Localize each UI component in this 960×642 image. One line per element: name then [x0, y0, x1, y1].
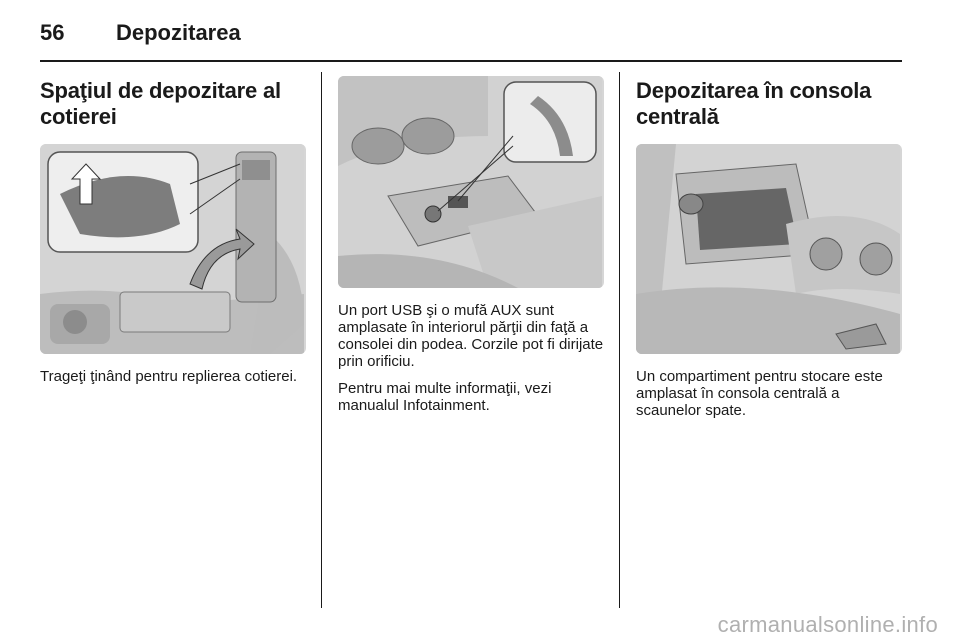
chapter-title: Depozitarea	[116, 20, 241, 45]
page-header	[40, 18, 902, 60]
instruction-text: Trageţi ţinând pentru replierea cotierei.	[40, 368, 298, 385]
page-number: 56	[40, 20, 65, 45]
section-heading: Depozitarea în consola centrală	[636, 78, 872, 129]
center-console-storage-illustration	[636, 144, 902, 354]
console-storage-description: Un compartiment pentru stocare este amplasat în consola centrală a scaunelor spate.	[636, 368, 883, 419]
armrest-storage-drawing	[40, 144, 304, 354]
usb-aux-drawing	[338, 76, 602, 288]
usb-aux-description: Un port USB şi o mufă AUX sunt amplasate în interiorul părţii din faţă a consolei din podea. Corzile pot fi dirijate prin orificiu.	[338, 302, 604, 370]
section-heading: Spaţiul de depozitare al cotierei	[40, 78, 281, 129]
header-rule	[40, 60, 902, 62]
infotainment-reference: Pentru mai multe informaţii, vezi manualul Infotainment.	[338, 380, 552, 414]
section-armrest-storage	[40, 74, 306, 385]
watermark: carmanualsonline.info	[717, 612, 938, 637]
usb-aux-port-illustration	[338, 76, 604, 288]
section-center-console	[636, 74, 902, 419]
column-divider	[619, 72, 620, 608]
armrest-storage-illustration	[40, 144, 306, 354]
column-divider	[321, 72, 322, 608]
section-usb-aux	[338, 74, 604, 414]
center-console-drawing	[636, 144, 900, 354]
